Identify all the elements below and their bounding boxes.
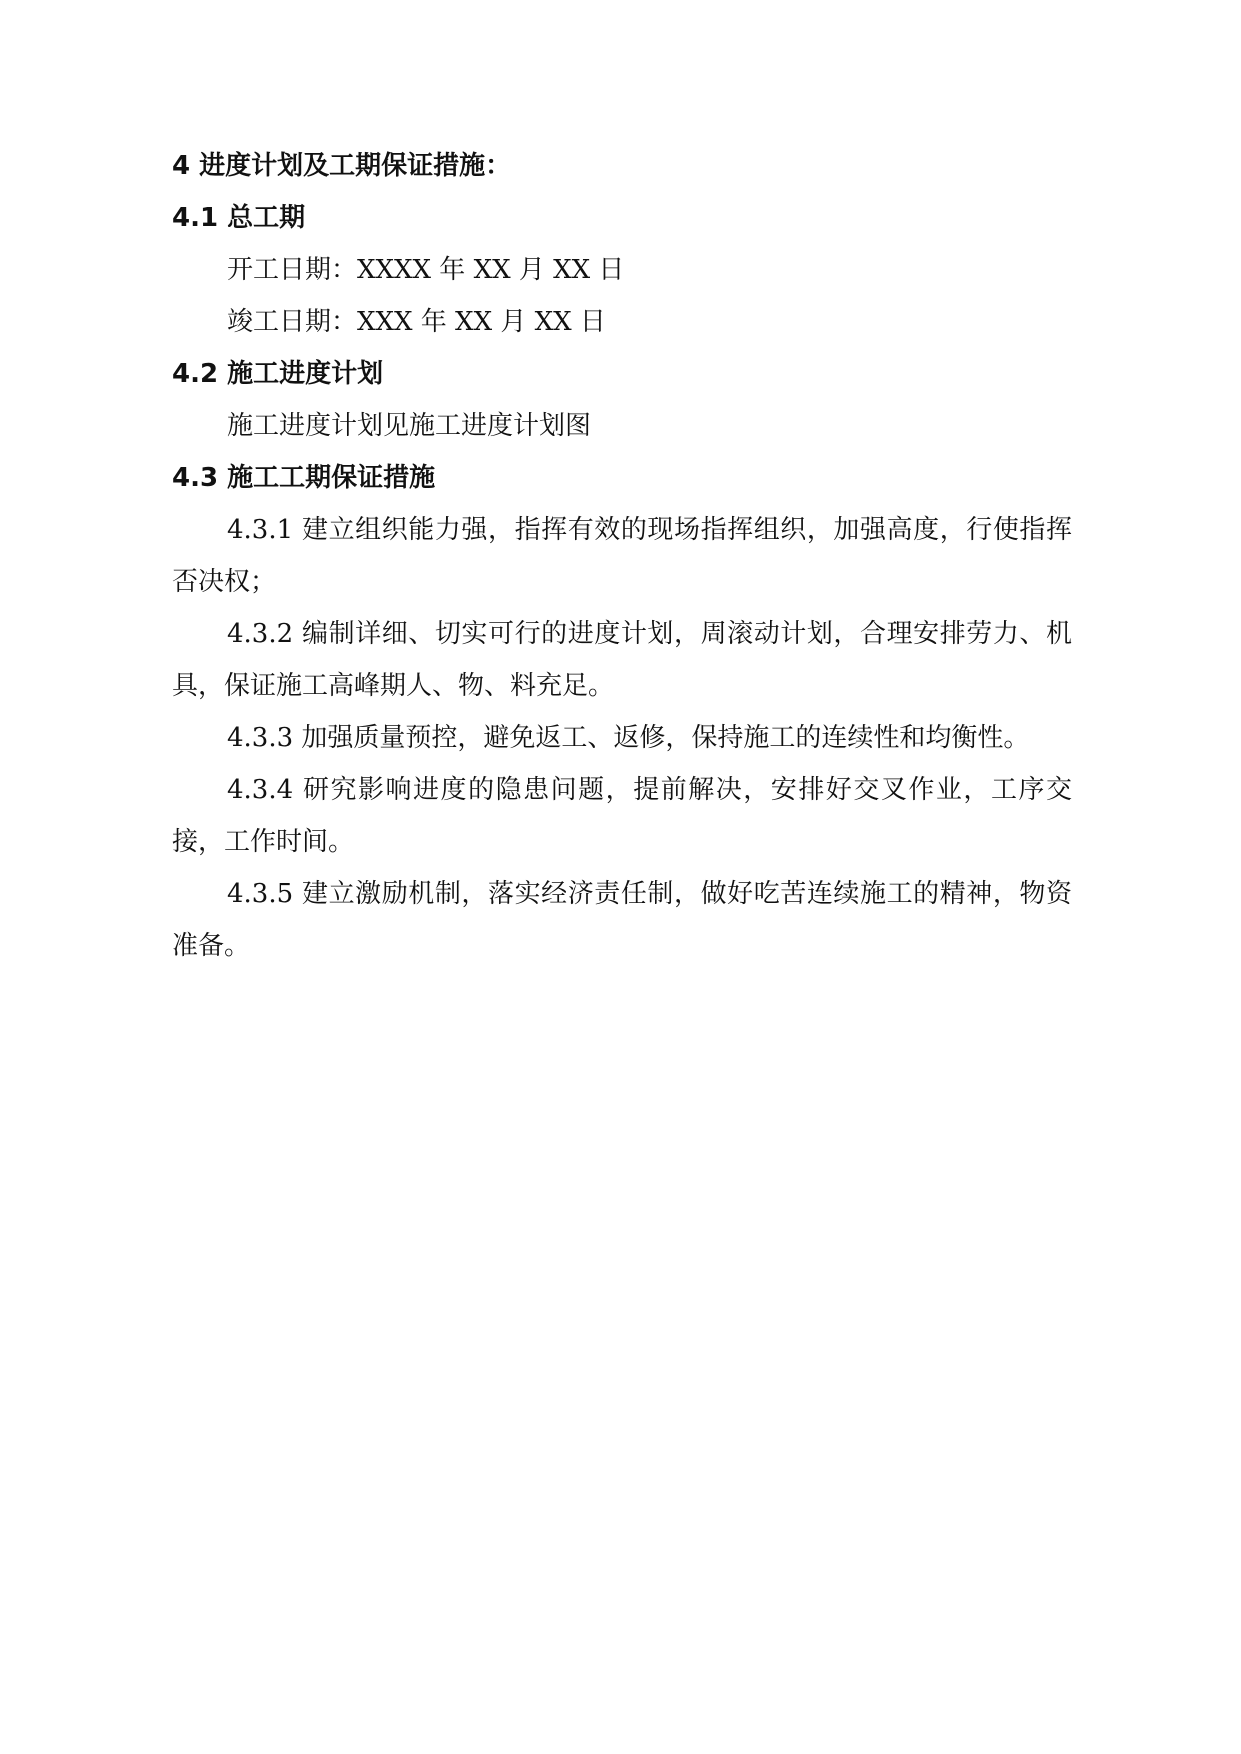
completion-date-line: 竣工日期：XXX 年 XX 月 XX 日	[227, 307, 606, 337]
section-heading-measures: 4.3 施工工期保证措施	[172, 463, 436, 493]
measure-paragraph: 4.3.3 加强质量预控，避免返工、返修，保持施工的连续性和均衡性。	[227, 723, 1030, 753]
measure-paragraph: 4.3.1 建立组织能力强，指挥有效的现场指挥组织，加强高度，行使指挥否决权；	[172, 515, 1072, 597]
document-title: 4 进度计划及工期保证措施：	[172, 151, 512, 181]
measure-paragraph: 4.3.5 建立激励机制，落实经济责任制，做好吃苦连续施工的精神，物资准备。	[172, 879, 1072, 961]
measure-paragraph: 4.3.4 研究影响进度的隐患问题，提前解决，安排好交叉作业，工序交接，工作时间。	[172, 775, 1072, 857]
document-page	[172, 140, 1072, 972]
section-heading-schedule: 4.2 施工进度计划	[172, 359, 384, 389]
start-date-line: 开工日期：XXXX 年 XX 月 XX 日	[227, 255, 625, 285]
section-heading-total-period: 4.1 总工期	[172, 203, 306, 233]
schedule-note: 施工进度计划见施工进度计划图	[227, 411, 592, 441]
measure-paragraph: 4.3.2 编制详细、切实可行的进度计划，周滚动计划，合理安排劳力、机具，保证施工高峰期人、物、料充足。	[172, 619, 1072, 701]
